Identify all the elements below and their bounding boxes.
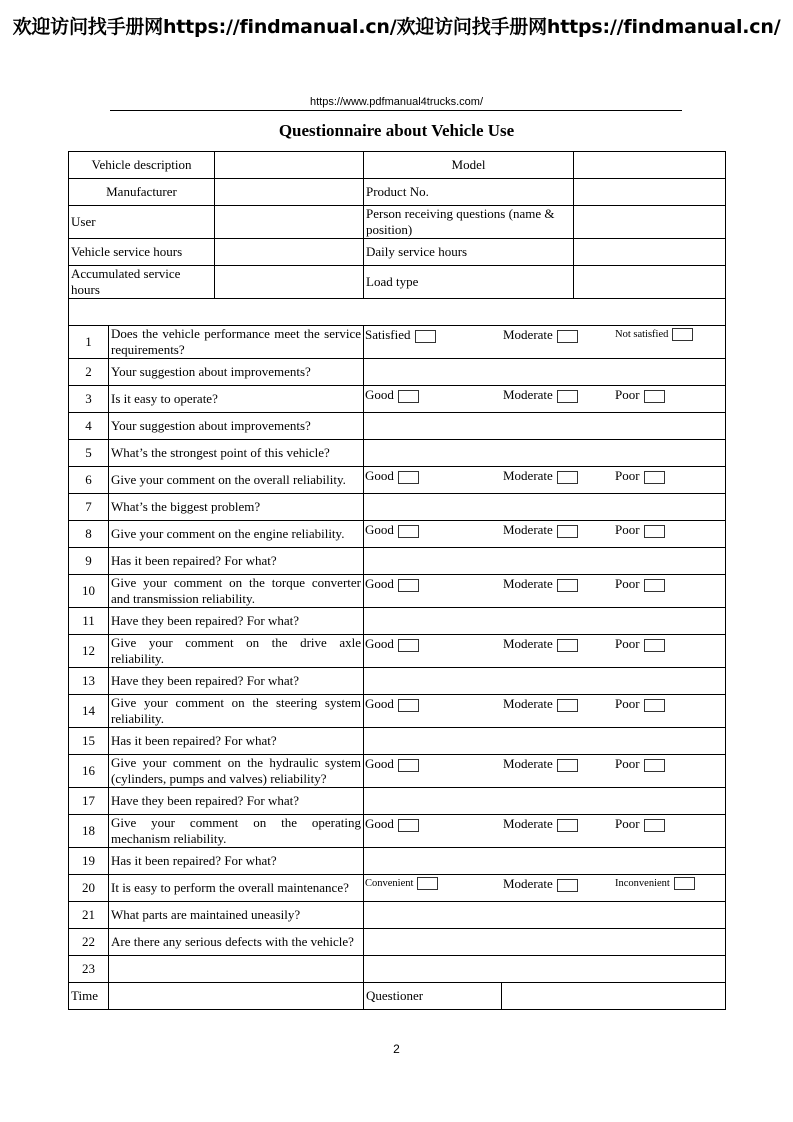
option-poor[interactable] — [615, 696, 665, 712]
person-receiving-field[interactable] — [574, 206, 726, 239]
option-moderate[interactable] — [503, 522, 578, 538]
question-row — [69, 635, 726, 668]
answer-cell[interactable] — [364, 440, 726, 467]
question-row — [69, 875, 726, 902]
question-number: 11 — [69, 608, 109, 635]
question-row — [69, 440, 726, 467]
option-moderate[interactable] — [503, 327, 578, 343]
question-row — [69, 326, 726, 359]
option-not-satisfied[interactable] — [615, 327, 693, 343]
answer-cell[interactable] — [364, 902, 726, 929]
question-row — [69, 467, 726, 494]
question-number: 4 — [69, 413, 109, 440]
label-questioner: Questioner — [364, 983, 502, 1010]
checkbox[interactable] — [398, 819, 419, 832]
answer-cell — [364, 875, 726, 902]
option-label: Poor — [615, 816, 640, 831]
label-vehicle-description: Vehicle description — [69, 152, 215, 179]
option-good[interactable] — [365, 387, 419, 403]
option-good[interactable] — [365, 576, 419, 592]
question-number: 19 — [69, 848, 109, 875]
answer-cell — [364, 575, 726, 608]
option-label: Satisfied — [365, 327, 411, 342]
option-label: Moderate — [503, 327, 553, 342]
label-vehicle-service-hours: Vehicle service hours — [69, 239, 215, 266]
question-text: Give your comment on the torque converter and transmission reliability. — [109, 575, 364, 608]
header-rule — [110, 110, 682, 111]
footer-row — [69, 983, 726, 1010]
question-row — [69, 494, 726, 521]
question-text: Have they been repaired? For what? — [109, 608, 364, 635]
answer-cell — [364, 635, 726, 668]
question-number: 2 — [69, 359, 109, 386]
label-model: Model — [364, 152, 574, 179]
option-label: Convenient — [365, 878, 414, 889]
question-number: 17 — [69, 788, 109, 815]
question-text: Give your comment on the overall reliability. — [109, 467, 364, 494]
option-label: Poor — [615, 636, 640, 651]
header-url[interactable]: https://www.pdfmanual4trucks.com/ — [309, 96, 483, 108]
option-label: Moderate — [503, 876, 553, 891]
answer-cell — [364, 326, 726, 359]
option-label: Moderate — [503, 576, 553, 591]
checkbox[interactable] — [644, 699, 665, 712]
document-title: Questionnaire about Vehicle Use — [278, 121, 515, 140]
question-text: Give your comment on the hydraulic system (cylinders, pumps and valves) reliability? — [109, 755, 364, 788]
checkbox[interactable] — [644, 639, 665, 652]
answer-cell[interactable] — [364, 548, 726, 575]
checkbox[interactable] — [398, 699, 419, 712]
option-label: Moderate — [503, 696, 553, 711]
question-row — [69, 788, 726, 815]
checkbox[interactable] — [674, 877, 695, 890]
label-load-type: Load type — [364, 266, 574, 299]
question-row — [69, 695, 726, 728]
question-text: Have they been repaired? For what? — [109, 788, 364, 815]
option-poor[interactable] — [615, 468, 665, 484]
option-moderate[interactable] — [503, 816, 578, 832]
option-label: Good — [365, 576, 394, 591]
question-row — [69, 815, 726, 848]
option-poor[interactable] — [615, 636, 665, 652]
manufacturer-field[interactable] — [215, 179, 364, 206]
page-number: 2 — [393, 1042, 400, 1056]
spacer-cell — [69, 299, 726, 326]
option-moderate[interactable] — [503, 696, 578, 712]
question-number: 12 — [69, 635, 109, 668]
option-label: Poor — [615, 387, 640, 402]
question-number: 3 — [69, 386, 109, 413]
question-text: Has it been repaired? For what? — [109, 848, 364, 875]
answer-cell[interactable] — [364, 359, 726, 386]
vehicle-description-field[interactable] — [215, 152, 364, 179]
questionnaire-table — [68, 151, 726, 1010]
info-row — [69, 179, 726, 206]
option-convenient[interactable] — [365, 876, 438, 892]
question-text: Give your comment on the steering system reliability. — [109, 695, 364, 728]
option-label: Moderate — [503, 522, 553, 537]
checkbox[interactable] — [644, 759, 665, 772]
question-row — [69, 359, 726, 386]
load-type-field[interactable] — [574, 266, 726, 299]
question-row — [69, 575, 726, 608]
question-number: 13 — [69, 668, 109, 695]
checkbox[interactable] — [557, 390, 578, 403]
question-number: 5 — [69, 440, 109, 467]
checkbox[interactable] — [398, 579, 419, 592]
question-number: 15 — [69, 728, 109, 755]
option-label: Poor — [615, 576, 640, 591]
time-field[interactable] — [109, 983, 364, 1010]
question-row — [69, 386, 726, 413]
option-good[interactable] — [365, 696, 419, 712]
question-number: 23 — [69, 956, 109, 983]
answer-cell[interactable] — [364, 788, 726, 815]
question-number: 22 — [69, 929, 109, 956]
question-number: 16 — [69, 755, 109, 788]
label-daily-service-hours: Daily service hours — [364, 239, 574, 266]
option-label: Poor — [615, 696, 640, 711]
checkbox[interactable] — [644, 525, 665, 538]
checkbox[interactable] — [415, 330, 436, 343]
option-label: Good — [365, 636, 394, 651]
question-number: 21 — [69, 902, 109, 929]
accumulated-service-hours-field[interactable] — [215, 266, 364, 299]
question-text: Give your comment on the drive axle reliability. — [109, 635, 364, 668]
questioner-field[interactable] — [502, 983, 726, 1010]
option-label: Poor — [615, 468, 640, 483]
checkbox[interactable] — [398, 390, 419, 403]
info-row — [69, 239, 726, 266]
option-label: Moderate — [503, 387, 553, 402]
question-text: Have they been repaired? For what? — [109, 668, 364, 695]
question-row — [69, 929, 726, 956]
question-text: Are there any serious defects with the vehicle? — [109, 929, 364, 956]
option-poor[interactable] — [615, 387, 665, 403]
checkbox[interactable] — [398, 471, 419, 484]
option-inconvenient[interactable] — [615, 876, 695, 892]
checkbox[interactable] — [557, 819, 578, 832]
info-row — [69, 152, 726, 179]
answer-cell[interactable] — [364, 929, 726, 956]
option-label: Good — [365, 816, 394, 831]
checkbox[interactable] — [557, 699, 578, 712]
question-row — [69, 521, 726, 548]
question-row — [69, 728, 726, 755]
question-text: Your suggestion about improvements? — [109, 413, 364, 440]
option-moderate[interactable] — [503, 876, 578, 892]
answer-cell — [364, 755, 726, 788]
label-product-no: Product No. — [364, 179, 574, 206]
question-row — [69, 548, 726, 575]
option-moderate[interactable] — [503, 576, 578, 592]
question-row — [69, 413, 726, 440]
option-good[interactable] — [365, 468, 419, 484]
option-label: Not satisfied — [615, 329, 669, 340]
model-field[interactable] — [574, 152, 726, 179]
question-text: Does the vehicle performance meet the service requirements? — [109, 326, 364, 359]
option-good[interactable] — [365, 636, 419, 652]
checkbox[interactable] — [644, 579, 665, 592]
question-text: What’s the biggest problem? — [109, 494, 364, 521]
option-poor[interactable] — [615, 816, 665, 832]
option-poor[interactable] — [615, 756, 665, 772]
option-label: Moderate — [503, 816, 553, 831]
answer-cell — [364, 695, 726, 728]
answer-cell[interactable] — [364, 668, 726, 695]
question-number: 18 — [69, 815, 109, 848]
question-number: 6 — [69, 467, 109, 494]
info-row — [69, 266, 726, 299]
question-text: Your suggestion about improvements? — [109, 359, 364, 386]
watermark-banner: 欢迎访问找手册网https://findmanual.cn/欢迎访问找手册网https://findmanual.cn/ — [12, 16, 781, 38]
answer-cell[interactable] — [364, 728, 726, 755]
question-number: 1 — [69, 326, 109, 359]
answer-cell[interactable] — [364, 413, 726, 440]
option-good[interactable] — [365, 816, 419, 832]
question-row — [69, 668, 726, 695]
vehicle-service-hours-field[interactable] — [215, 239, 364, 266]
answer-cell — [364, 521, 726, 548]
question-text — [109, 956, 364, 983]
label-person-receiving: Person receiving questions (name & position) — [364, 206, 574, 239]
answer-cell[interactable] — [364, 956, 726, 983]
option-label: Inconvenient — [615, 878, 670, 889]
question-row — [69, 902, 726, 929]
answer-cell — [364, 467, 726, 494]
answer-cell[interactable] — [364, 608, 726, 635]
checkbox[interactable] — [672, 328, 693, 341]
question-number: 7 — [69, 494, 109, 521]
label-user: User — [69, 206, 215, 239]
checkbox[interactable] — [644, 471, 665, 484]
user-field[interactable] — [215, 206, 364, 239]
question-text: It is easy to perform the overall maintenance? — [109, 875, 364, 902]
option-label: Good — [365, 696, 394, 711]
questions-body — [69, 326, 726, 983]
question-row — [69, 956, 726, 983]
question-row — [69, 755, 726, 788]
answer-cell — [364, 386, 726, 413]
checkbox[interactable] — [557, 330, 578, 343]
label-accumulated-service-hours: Accumulated service hours — [69, 266, 215, 299]
option-label: Poor — [615, 522, 640, 537]
option-label: Good — [365, 387, 394, 402]
option-label: Moderate — [503, 636, 553, 651]
option-good[interactable] — [365, 756, 419, 772]
option-poor[interactable] — [615, 522, 665, 538]
checkbox[interactable] — [557, 471, 578, 484]
checkbox[interactable] — [557, 639, 578, 652]
question-text: What parts are maintained uneasily? — [109, 902, 364, 929]
option-label: Good — [365, 522, 394, 537]
product-no-field[interactable] — [574, 179, 726, 206]
question-number: 10 — [69, 575, 109, 608]
question-text: Give your comment on the operating mechanism reliability. — [109, 815, 364, 848]
answer-cell[interactable] — [364, 494, 726, 521]
question-number: 9 — [69, 548, 109, 575]
info-row — [69, 206, 726, 239]
question-number: 8 — [69, 521, 109, 548]
checkbox[interactable] — [398, 525, 419, 538]
label-time: Time — [69, 983, 109, 1010]
checkbox[interactable] — [398, 639, 419, 652]
option-good[interactable] — [365, 522, 419, 538]
option-satisfied[interactable] — [365, 327, 436, 343]
checkbox[interactable] — [644, 390, 665, 403]
checkbox[interactable] — [417, 877, 438, 890]
question-text: What’s the strongest point of this vehicle? — [109, 440, 364, 467]
option-moderate[interactable] — [503, 756, 578, 772]
option-label: Good — [365, 756, 394, 771]
answer-cell[interactable] — [364, 848, 726, 875]
checkbox[interactable] — [557, 579, 578, 592]
question-text: Give your comment on the engine reliability. — [109, 521, 364, 548]
question-number: 14 — [69, 695, 109, 728]
question-row — [69, 608, 726, 635]
option-moderate[interactable] — [503, 636, 578, 652]
option-label: Poor — [615, 756, 640, 771]
question-text: Has it been repaired? For what? — [109, 728, 364, 755]
checkbox[interactable] — [644, 819, 665, 832]
checkbox[interactable] — [557, 879, 578, 892]
option-label: Moderate — [503, 756, 553, 771]
daily-service-hours-field[interactable] — [574, 239, 726, 266]
option-moderate[interactable] — [503, 387, 578, 403]
option-label: Good — [365, 468, 394, 483]
option-poor[interactable] — [615, 576, 665, 592]
question-number: 20 — [69, 875, 109, 902]
checkbox[interactable] — [398, 759, 419, 772]
question-text: Is it easy to operate? — [109, 386, 364, 413]
checkbox[interactable] — [557, 759, 578, 772]
question-text: Has it been repaired? For what? — [109, 548, 364, 575]
label-manufacturer: Manufacturer — [69, 179, 215, 206]
answer-cell — [364, 815, 726, 848]
spacer-row — [69, 299, 726, 326]
option-label: Moderate — [503, 468, 553, 483]
checkbox[interactable] — [557, 525, 578, 538]
question-row — [69, 848, 726, 875]
option-moderate[interactable] — [503, 468, 578, 484]
